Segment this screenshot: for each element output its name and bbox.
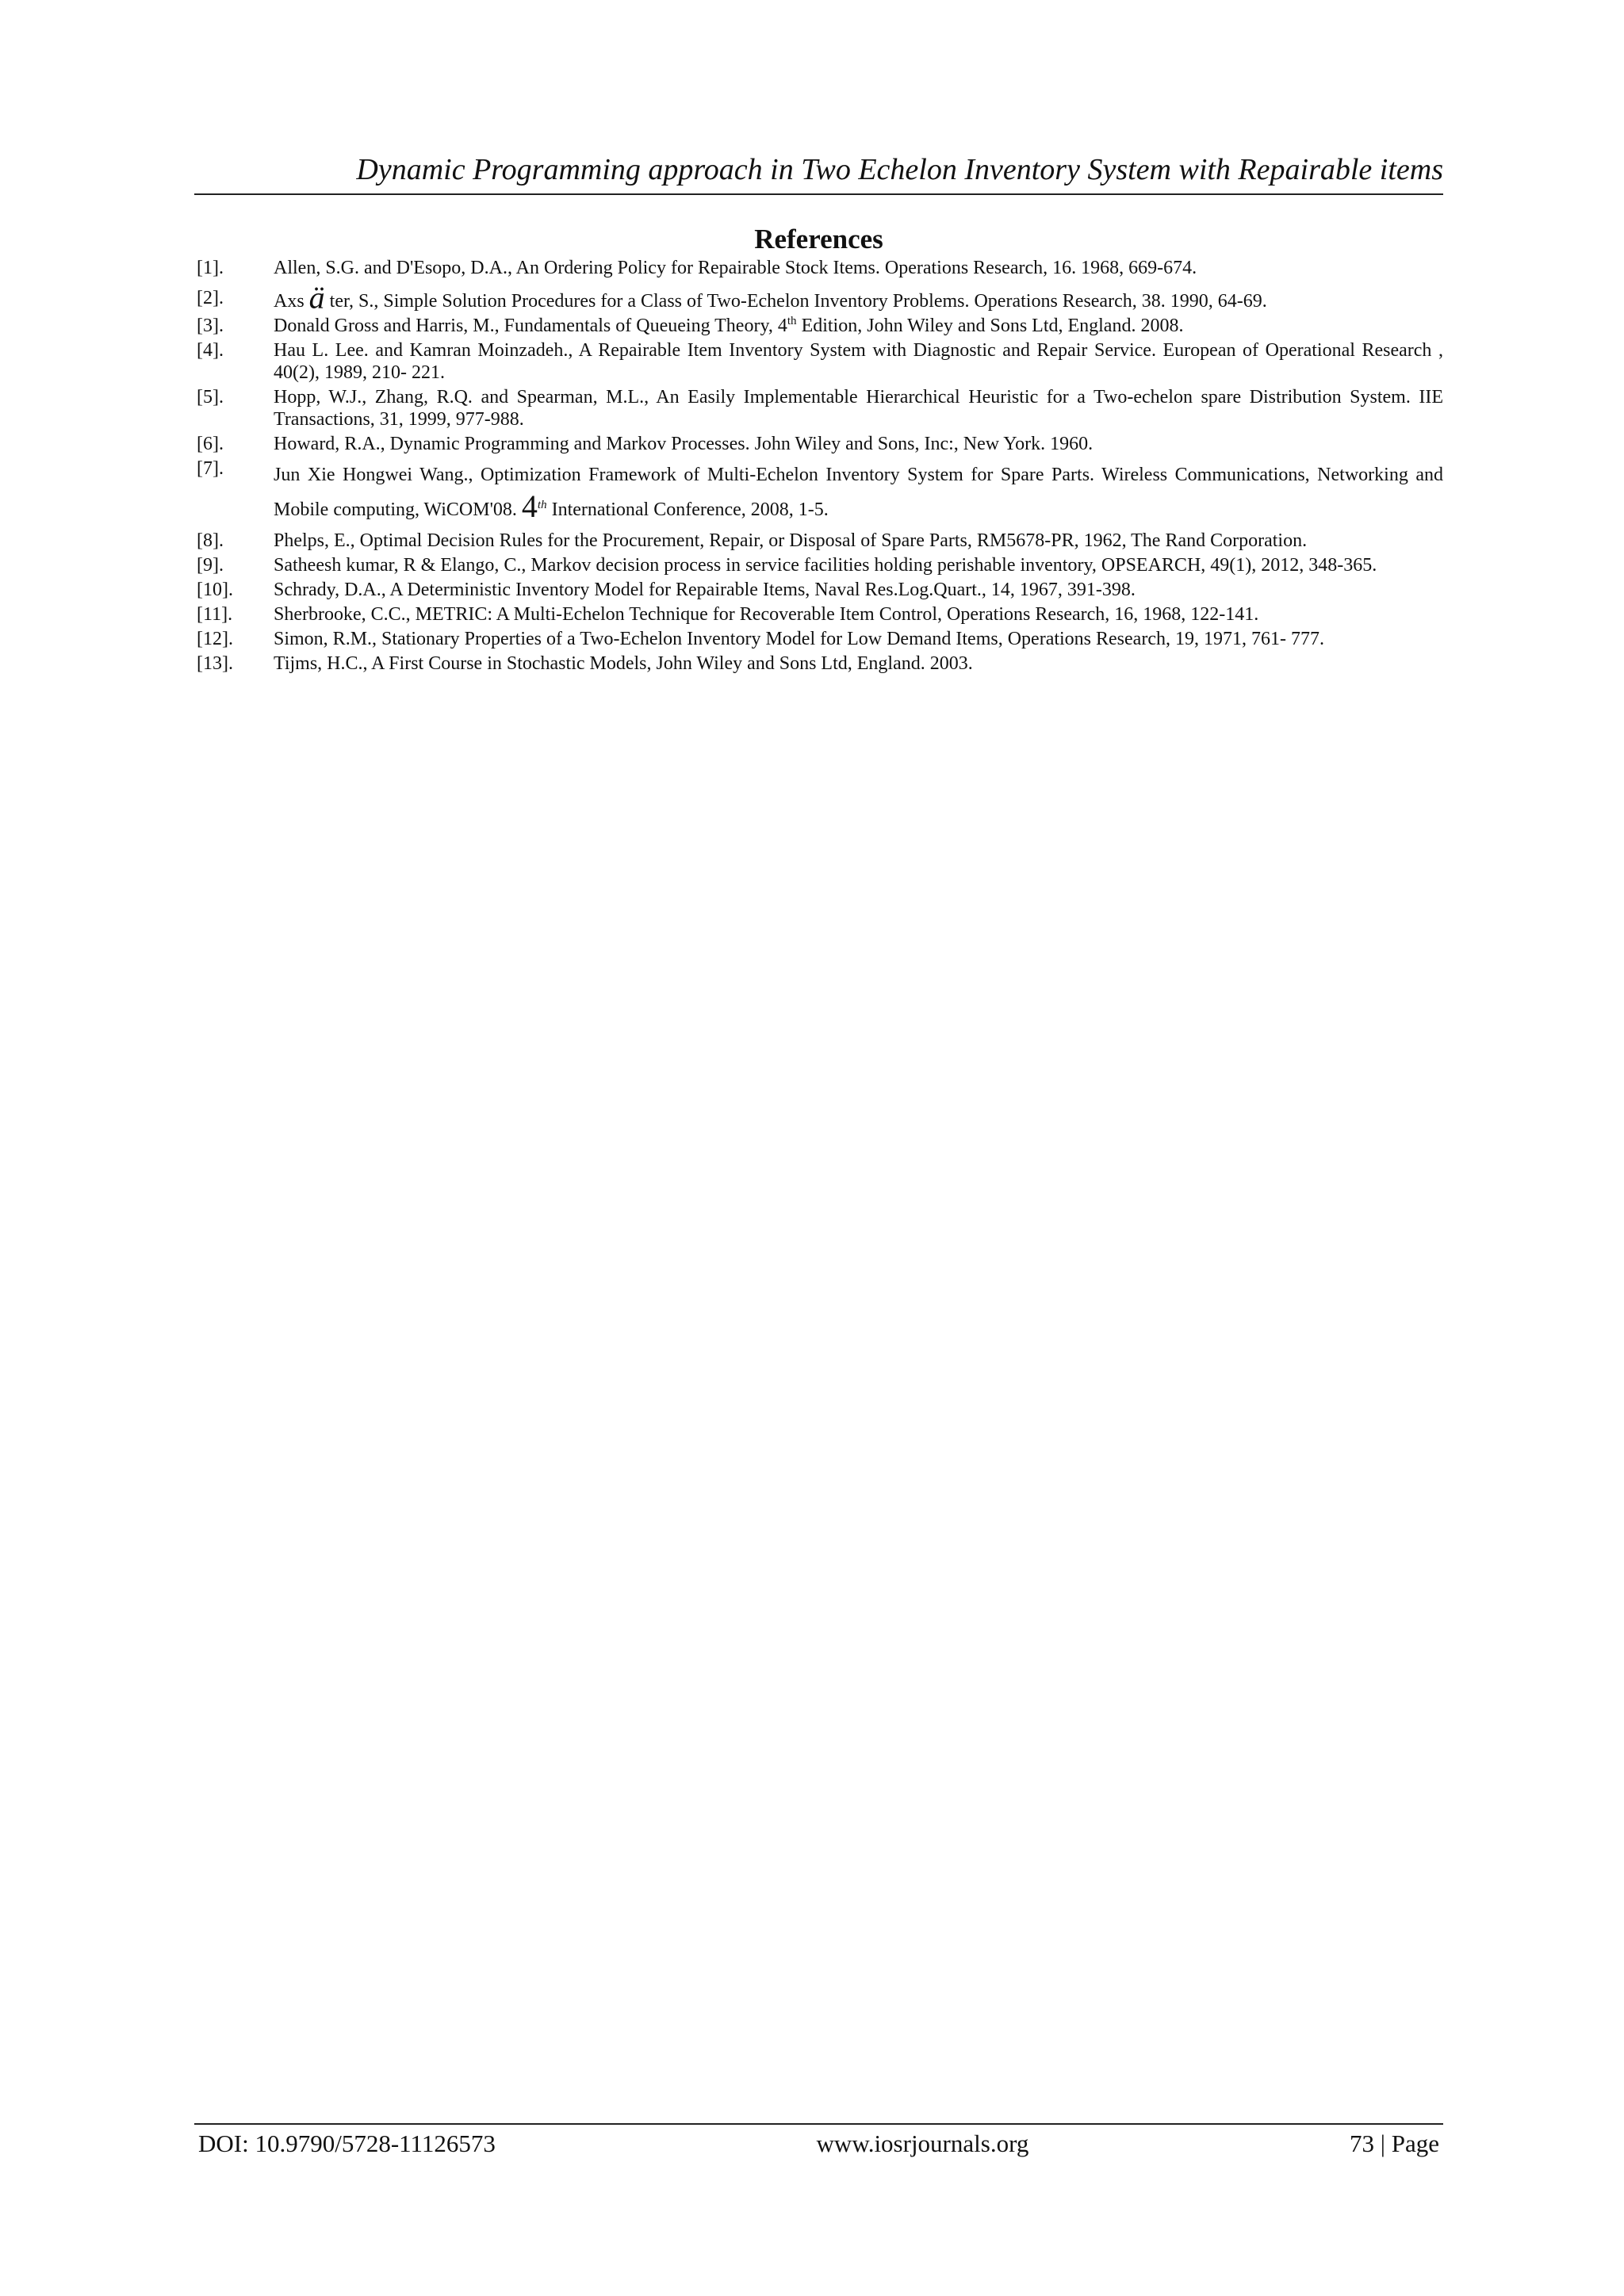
reference-number: [9].: [197, 555, 224, 576]
reference-text: Hau L. Lee. and Kamran Moinzadeh., A Repairable Item Inventory System with Diagnostic and Repair Service. European of Operational Research , 40(2), 1989, 210- 221.: [274, 340, 1443, 383]
reference-item: [197, 315, 1443, 337]
reference-item: [197, 628, 1443, 650]
footer-page-number: 73 | Page: [1350, 2130, 1439, 2157]
reference-item: [197, 579, 1443, 601]
reference-text-part: Axs: [274, 291, 304, 312]
reference-number: [6].: [197, 434, 224, 454]
reference-text: [274, 315, 1443, 337]
reference-text-part: Edition, John Wiley and Sons Ltd, England. 2008.: [796, 316, 1184, 336]
running-header: Dynamic Programming approach in Two Echelon Inventory System with Repairable items: [356, 153, 1443, 186]
reference-number: [4].: [197, 340, 224, 361]
reference-number: [5].: [197, 387, 224, 408]
reference-text-part: Jun Xie Hongwei Wang., Optimization Framework of Multi-Echelon Inventory System for Spare Parts. Wireless Communications, Networking and Mobile computing, WiCOM'08.: [274, 465, 1443, 520]
reference-list: [197, 257, 1443, 677]
reference-number: [1].: [197, 258, 224, 278]
reference-text: Phelps, E., Optimal Decision Rules for the Procurement, Repair, or Disposal of Spare Parts, RM5678-PR, 1962, The Rand Corporation.: [274, 530, 1308, 551]
reference-text: Hopp, W.J., Zhang, R.Q. and Spearman, M.L., An Easily Implementable Hierarchical Heuristic for a Two-echelon spare Distribution System. IIE Transactions, 31, 1999, 977-988.: [274, 387, 1443, 430]
reference-item: [197, 339, 1443, 384]
reference-number: [3].: [197, 316, 224, 336]
reference-item: [197, 530, 1443, 552]
footer-website: www.iosrjournals.org: [816, 2130, 1029, 2157]
reference-text-part: Donald Gross and Harris, M., Fundamentals of Queueing Theory, 4: [274, 316, 787, 336]
reference-number: [7].: [197, 458, 224, 479]
reference-item: [197, 652, 1443, 675]
reference-text: Simon, R.M., Stationary Properties of a Two-Echelon Inventory Model for Low Demand Items, Operations Research, 19, 1971, 761- 777.: [274, 629, 1324, 649]
reference-text: Schrady, D.A., A Deterministic Inventory Model for Repairable Items, Naval Res.Log.Quart., 14, 1967, 391-398.: [274, 580, 1136, 600]
superscript: th: [787, 315, 797, 327]
reference-special-char: ä: [308, 280, 325, 316]
reference-item: [197, 386, 1443, 430]
reference-text: [274, 280, 1443, 316]
reference-number: [10].: [197, 580, 233, 600]
reference-item: [197, 457, 1443, 527]
reference-number: [8].: [197, 530, 224, 551]
page-footer: [198, 2128, 1439, 2160]
reference-text: Howard, R.A., Dynamic Programming and Markov Processes. John Wiley and Sons, Inc:, New York. 1960.: [274, 434, 1094, 454]
reference-item: [197, 257, 1443, 279]
reference-text: [274, 457, 1443, 527]
reference-special-char: 4: [521, 488, 538, 524]
reference-item: [197, 280, 1443, 316]
reference-number: [13].: [197, 653, 233, 674]
reference-item: [197, 603, 1443, 626]
reference-text-part: International Conference, 2008, 1-5.: [546, 499, 829, 520]
superscript: th: [537, 499, 547, 511]
reference-number: [11].: [197, 604, 233, 625]
reference-number: [2].: [197, 288, 224, 308]
reference-text-part: ter, S., Simple Solution Procedures for a Class of Two-Echelon Inventory Problems. Operations Research, 38. 1990, 64-69.: [329, 291, 1267, 312]
references-heading: References: [754, 224, 883, 254]
reference-number: [12].: [197, 629, 233, 649]
footer-doi: DOI: 10.9790/5728-11126573: [198, 2130, 496, 2157]
reference-text: Sherbrooke, C.C., METRIC: A Multi-Echelon Technique for Recoverable Item Control, Operations Research, 16, 1968, 122-141.: [274, 604, 1259, 625]
footer-divider: [194, 2123, 1443, 2125]
reference-text: Satheesh kumar, R & Elango, C., Markov decision process in service facilities holding perishable inventory, OPSEARCH, 49(1), 2012, 348-365.: [274, 555, 1377, 576]
reference-text: Allen, S.G. and D'Esopo, D.A., An Ordering Policy for Repairable Stock Items. Operations Research, 16. 1968, 669-674.: [274, 258, 1197, 278]
reference-text: Tijms, H.C., A First Course in Stochastic Models, John Wiley and Sons Ltd, England. 2003.: [274, 653, 973, 674]
header-divider: [194, 193, 1443, 195]
reference-item: [197, 554, 1443, 576]
reference-item: [197, 433, 1443, 455]
